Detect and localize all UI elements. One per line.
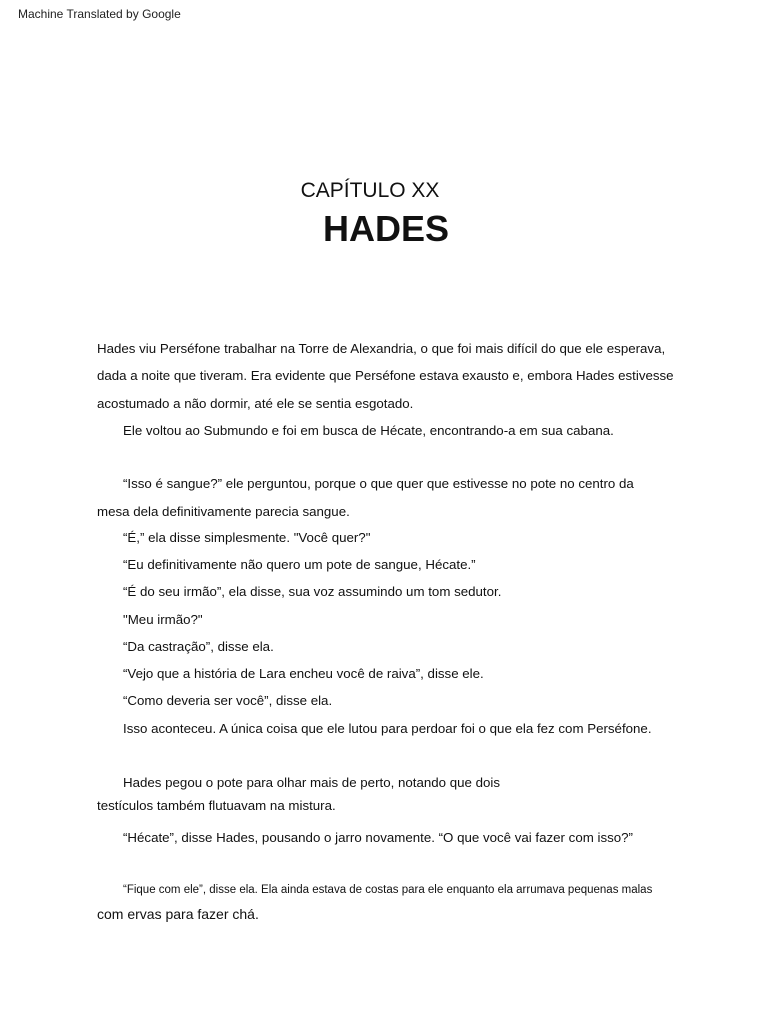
paragraph-line: “Vejo que a história de Lara encheu você de raiva”, disse ele. (123, 666, 484, 681)
paragraph-line: testículos também flutuavam na mistura. (97, 798, 336, 813)
machine-translation-note: Machine Translated by Google (18, 7, 181, 21)
chapter-label: CAPÍTULO XX (300, 179, 440, 202)
chapter-title: HADES (322, 208, 450, 249)
paragraph-line: “É do seu irmão”, ela disse, sua voz assumindo um tom sedutor. (123, 584, 502, 599)
paragraph-line: Hades viu Perséfone trabalhar na Torre de Alexandria, o que foi mais difícil do que ele esperava, (97, 341, 666, 356)
paragraph-line: dada a noite que tiveram. Era evidente que Perséfone estava exausto e, embora Hades estivesse (97, 368, 674, 383)
paragraph-line: “Isso é sangue?” ele perguntou, porque o que quer que estivesse no pote no centro da (123, 476, 634, 491)
paragraph-line: com ervas para fazer chá. (97, 906, 259, 922)
paragraph-line: “É,” ela disse simplesmente. "Você quer?" (123, 530, 371, 545)
paragraph-line: "Meu irmão?" (123, 612, 203, 627)
paragraph-line: “Da castração”, disse ela. (123, 639, 274, 654)
paragraph-line: “Como deveria ser você”, disse ela. (123, 693, 333, 708)
paragraph-line: “Eu definitivamente não quero um pote de sangue, Hécate.” (123, 557, 476, 572)
paragraph-line: mesa dela definitivamente parecia sangue. (97, 504, 350, 519)
paragraph-line: Ele voltou ao Submundo e foi em busca de Hécate, encontrando-a em sua cabana. (123, 423, 614, 438)
paragraph-line: “Fique com ele”, disse ela. Ela ainda estava de costas para ele enquanto ela arrumava pequenas malas (123, 884, 653, 896)
paragraph-line: “Hécate”, disse Hades, pousando o jarro novamente. “O que você vai fazer com isso?” (123, 830, 633, 845)
paragraph-line: Isso aconteceu. A única coisa que ele lutou para perdoar foi o que ela fez com Perséfone. (123, 721, 652, 736)
paragraph-line: acostumado a não dormir, até ele se sentia esgotado. (97, 396, 414, 411)
paragraph-line: Hades pegou o pote para olhar mais de perto, notando que dois (123, 775, 501, 790)
